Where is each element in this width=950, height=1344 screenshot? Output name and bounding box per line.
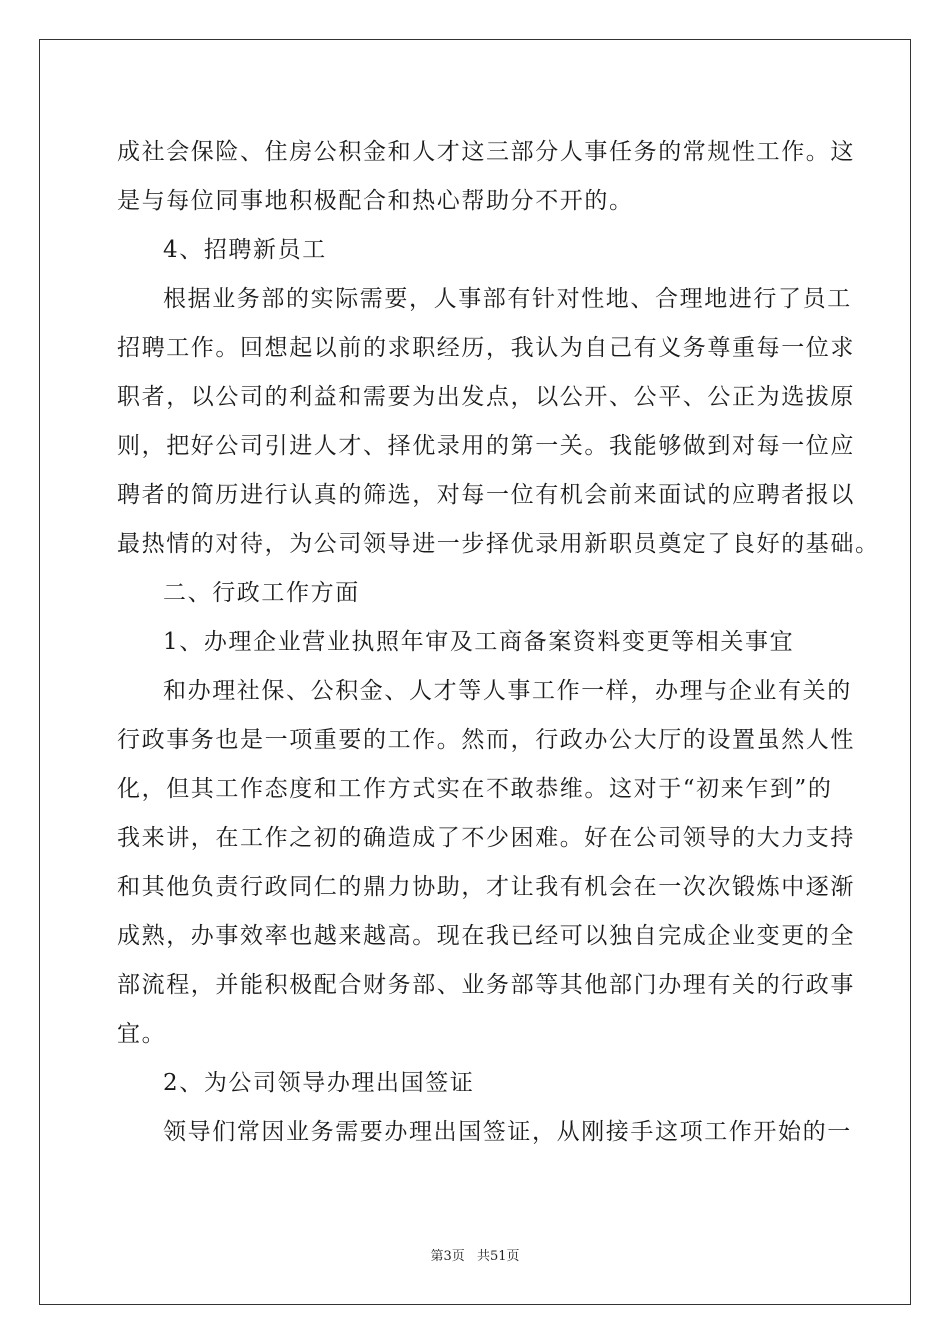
text-line: 最热情的对待，为公司领导进一步择优录用新职员奠定了良好的基础。 xyxy=(117,531,880,557)
text-line: 成社会保险、住房公积金和人才这三部分人事任务的常规性工作。这 xyxy=(117,139,855,165)
current-page-label: 第3页 xyxy=(430,1249,465,1264)
text-line: 行政事务也是一项重要的工作。然而，行政办公大厅的设置虽然人性 xyxy=(117,727,855,753)
section-heading: 1、办理企业营业执照年审及工商备案资料变更等相关事宜 xyxy=(163,629,795,655)
total-pages-label: 共51页 xyxy=(476,1249,520,1264)
section-heading: 二、行政工作方面 xyxy=(163,580,360,606)
text-line: 化，但其工作态度和工作方式实在不敢恭维。这对于“初来乍到”的 xyxy=(117,776,833,802)
text-line: 我来讲，在工作之初的确造成了不少困难。好在公司领导的大力支持 xyxy=(117,825,855,851)
text-line: 成熟，办事效率也越来越高。现在我已经可以独自完成企业变更的全 xyxy=(117,923,855,949)
text-line: 宜。 xyxy=(117,1021,167,1047)
text-line: 领导们常因业务需要办理出国签证，从刚接手这项工作开始的一 xyxy=(163,1119,852,1145)
section-heading: 2、为公司领导办理出国签证 xyxy=(163,1070,475,1096)
text-line: 部流程，并能积极配合财务部、业务部等其他部门办理有关的行政事 xyxy=(117,972,855,998)
text-line: 根据业务部的实际需要，人事部有针对性地、合理地进行了员工 xyxy=(163,286,852,312)
text-line: 职者，以公司的利益和需要为出发点，以公开、公平、公正为选拔原 xyxy=(117,384,855,410)
section-heading: 4、招聘新员工 xyxy=(163,237,327,263)
text-line: 是与每位同事地积极配合和热心帮助分不开的。 xyxy=(117,188,634,214)
text-line: 和其他负责行政同仁的鼎力协助，才让我有机会在一次次锻炼中逐渐 xyxy=(117,874,855,900)
page-footer xyxy=(0,1245,950,1264)
text-line: 聘者的简历进行认真的筛选，对每一位有机会前来面试的应聘者报以 xyxy=(117,482,855,508)
text-line: 招聘工作。回想起以前的求职经历，我认为自己有义务尊重每一位求 xyxy=(117,335,855,361)
text-line: 则，把好公司引进人才、择优录用的第一关。我能够做到对每一位应 xyxy=(117,433,855,459)
document-body xyxy=(117,128,880,1157)
text-line: 和办理社保、公积金、人才等人事工作一样，办理与企业有关的 xyxy=(163,678,852,704)
